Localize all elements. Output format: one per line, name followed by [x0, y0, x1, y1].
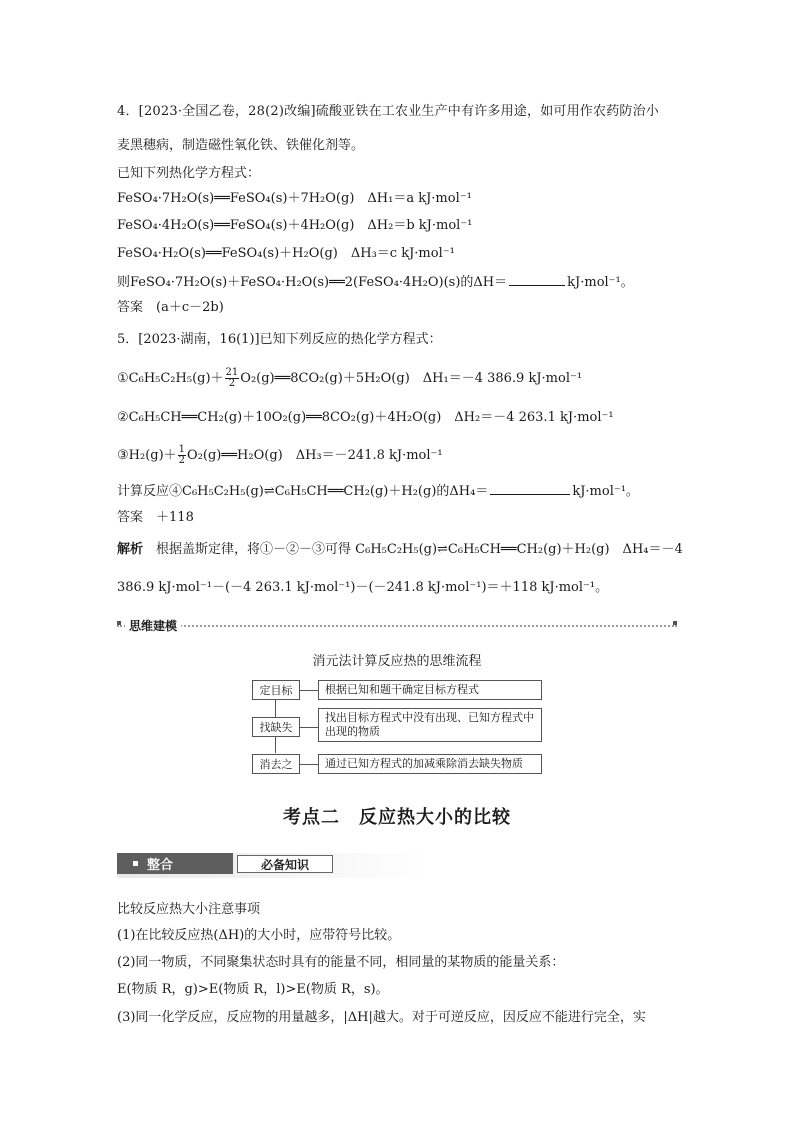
q5-eq3-fraction: [178, 445, 186, 466]
connector-1: [299, 690, 318, 691]
banner-square-icon: [133, 861, 138, 866]
q4-stem-line2: 麦黑穗病，制造磁性氧化铁、铁催化剂等。: [117, 138, 365, 153]
step-find-missing: 找缺失: [252, 717, 300, 737]
section-marker-left: [117, 621, 121, 625]
q5-equation-2: ②C₆H₅CH══CH₂(g)＋10O₂(g)══8CO₂(g)＋4H₂O(g) ΔH₂＝－4 263.1 kJ·mol⁻¹: [117, 410, 614, 425]
q5-analysis-line1: [117, 542, 683, 558]
q5-eq1-frac-denominator: 2: [228, 378, 236, 389]
connector-3: [299, 764, 318, 765]
q5-eq3-frac-denominator: 2: [178, 455, 186, 466]
topic2-point-1: (1)在比较反应热(ΔH)的大小时，应带符号比较。: [117, 928, 401, 943]
q5-answer-value: ＋118: [156, 510, 194, 525]
q4-answer-blank: [509, 273, 565, 286]
section-divider: [117, 625, 677, 627]
q5-answer-label: 答案: [117, 510, 144, 525]
q4-question-text: 则FeSO₄·7H₂O(s)＋FeSO₄·H₂O(s)══2(FeSO₄·4H₂O)(s)的ΔH＝: [117, 275, 508, 290]
q4-question: [117, 273, 634, 291]
step-eliminate-desc: 通过已知方程式的加减乘除消去缺失物质: [318, 754, 542, 774]
q5-analysis-line2: 386.9 kJ·mol⁻¹－(－4 263.1 kJ·mol⁻¹)－(－241.8 kJ·mol⁻¹)＝＋118 kJ·mol⁻¹。: [117, 580, 609, 595]
q5-equation-1: [117, 368, 582, 389]
q5-eq1-frac-numerator: 21: [225, 367, 239, 378]
connector-2: [299, 727, 318, 728]
q5-question: [117, 482, 639, 500]
step-define-target-desc: 根据已知和题干确定目标方程式: [318, 680, 542, 700]
q4-question-unit: kJ·mol⁻¹。: [567, 275, 634, 290]
banner-main: [117, 853, 233, 874]
q5-eq3-frac-numerator: 1: [178, 444, 186, 455]
q5-answer: [117, 510, 194, 526]
q5-question-unit: kJ·mol⁻¹。: [572, 484, 639, 499]
q5-analysis-label: 解析: [117, 542, 144, 557]
q4-answer-label: 答案: [117, 300, 144, 315]
q5-eq1-fraction: [225, 368, 240, 389]
q5-stem: 5．[2023·湖南，16(1)]已知下列反应的热化学方程式：: [117, 332, 442, 347]
q4-intro: 已知下列热化学方程式：: [117, 166, 261, 181]
q5-equation-3: [117, 445, 443, 466]
topic-heading: 考点二 反应热大小的比较: [283, 807, 511, 828]
step-eliminate: 消去之: [252, 754, 300, 774]
topic2-point-3: (3)同一化学反应，反应物的用量越多，|ΔH|越大。对于可逆反应，因反应不能进行完全，实: [117, 1010, 646, 1025]
step-find-missing-desc: 找出目标方程式中没有出现、已知方程式中出现的物质: [318, 708, 542, 742]
topic2-subtitle: 比较反应热大小注意事项: [117, 902, 261, 917]
knowledge-banner: [117, 853, 431, 878]
q5-eq3-reactant: ③H₂(g)＋: [117, 448, 177, 463]
q4-answer-value: (a＋c－2b): [156, 300, 224, 315]
topic2-point-2: (2)同一物质，不同聚集状态时具有的能量不同，相同量的某物质的能量关系：: [117, 955, 565, 970]
q5-eq3-rest: O₂(g)══H₂O(g) ΔH₃＝－241.8 kJ·mol⁻¹: [187, 448, 443, 463]
q4-equation-2: FeSO₄·4H₂O(s)══FeSO₄(s)＋4H₂O(g) ΔH₂＝b kJ·mol⁻¹: [117, 218, 473, 233]
banner-main-label: 整合: [147, 858, 174, 873]
q4-equation-3: FeSO₄·H₂O(s)══FeSO₄(s)＋H₂O(g) ΔH₃＝c kJ·mol⁻¹: [117, 246, 455, 261]
q5-question-text: 计算反应④C₆H₅C₂H₅(g)⇌C₆H₅CH══CH₂(g)＋H₂(g)的ΔH₄＝: [117, 484, 489, 499]
q4-stem-line1: 4．[2023·全国乙卷，28(2)改编]硫酸亚铁在工农业生产中有许多用途，如可用作农药防治小: [117, 104, 659, 119]
q5-eq1-reactant: ①C₆H₅C₂H₅(g)＋: [117, 371, 224, 386]
banner-tag: 必备知识: [237, 855, 333, 873]
thinking-model-label: 思维建模: [125, 617, 181, 634]
section-marker-right: [673, 621, 677, 625]
flow-title: 消元法计算反应热的思维流程: [312, 654, 482, 669]
step-define-target: 定目标: [252, 680, 300, 700]
q5-analysis-text: 根据盖斯定律，将①－②－③可得 C₆H₅C₂H₅(g)⇌C₆H₅CH══CH₂(g)＋H₂(g) ΔH₄＝－4: [156, 542, 683, 557]
q4-answer: [117, 300, 224, 316]
q4-equation-1: FeSO₄·7H₂O(s)══FeSO₄(s)＋7H₂O(g) ΔH₁＝a kJ·mol⁻¹: [117, 191, 472, 206]
q5-answer-blank: [490, 482, 570, 495]
thinking-model-section-bar: [117, 619, 677, 633]
topic2-point-2-relation: E(物质 R，g)>E(物质 R，l)>E(物质 R，s)。: [117, 982, 389, 997]
q5-eq1-rest: O₂(g)══8CO₂(g)＋5H₂O(g) ΔH₁＝－4 386.9 kJ·mol⁻¹: [240, 371, 583, 386]
